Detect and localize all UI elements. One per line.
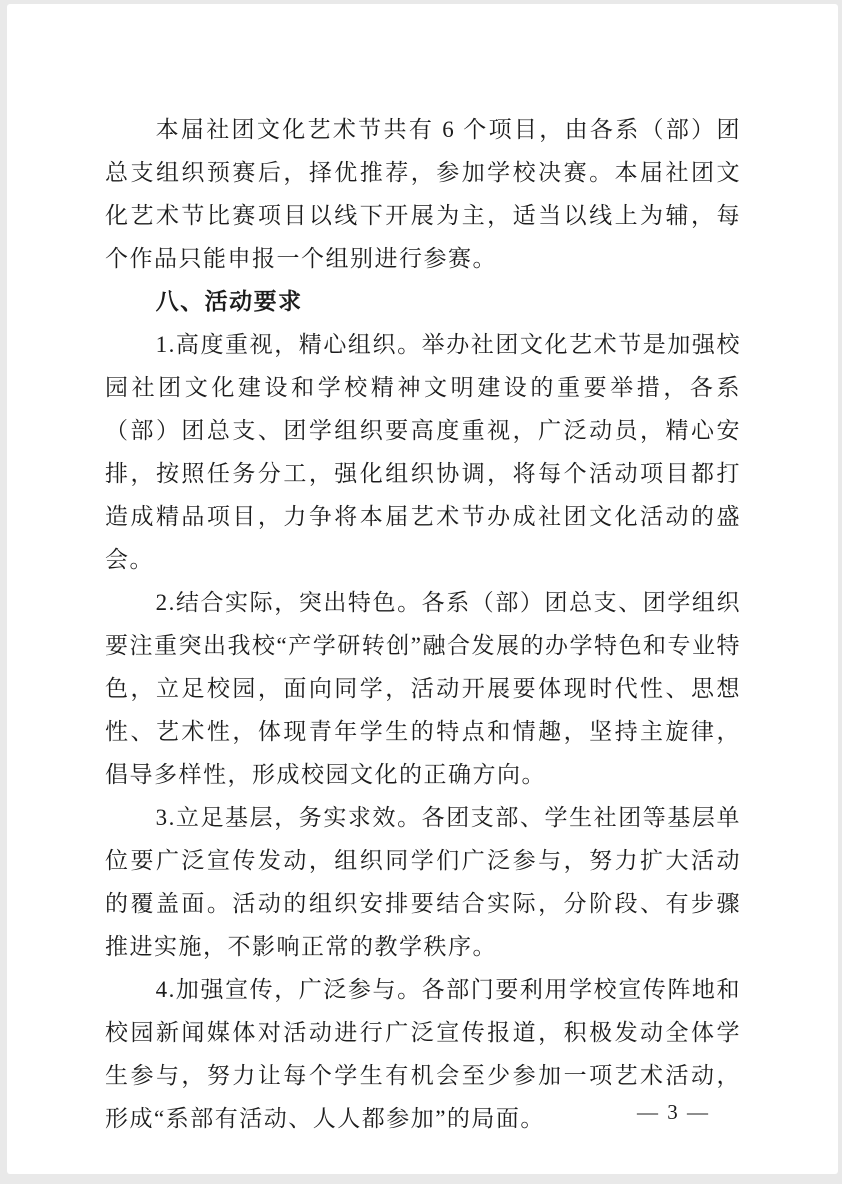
paragraph-item-3: 3.立足基层，务实求效。各团支部、学生社团等基层单位要广泛宣传发动，组织同学们广泛参与，努力扩大活动的覆盖面。活动的组织安排要结合实际，分阶段、有步骤推进实施，不影响正常的教学秩序。 <box>105 805 741 959</box>
document-body <box>105 108 741 1140</box>
paragraph-item-1: 1.高度重视，精心组织。举办社团文化艺术节是加强校园社团文化建设和学校精神文明建设的重要举措，各系（部）团总支、团学组织要高度重视，广泛动员，精心安排，按照任务分工，强化组织协调，将每个活动项目都打造成精品项目，力争将本届艺术节办成社团文化活动的盛会。 <box>105 332 741 572</box>
paragraph-item-2: 2.结合实际，突出特色。各系（部）团总支、团学组织要注重突出我校“产学研转创”融合发展的办学特色和专业特色，立足校园，面向同学，活动开展要体现时代性、思想性、艺术性，体现青年学生的特点和情趣，坚持主旋律，倡导多样性，形成校园文化的正确方向。 <box>105 590 741 787</box>
paragraph-item-4: 4.加强宣传，广泛参与。各部门要利用学校宣传阵地和校园新闻媒体对活动进行广泛宣传报道，积极发动全体学生参与，努力让每个学生有机会至少参加一项艺术活动，形成“系部有活动、人人都参加”的局面。 <box>105 977 741 1131</box>
paragraph-intro: 本届社团文化艺术节共有 6 个项目，由各系（部）团总支组织预赛后，择优推荐，参加学校决赛。本届社团文化艺术节比赛项目以线下开展为主，适当以线上为辅，每个作品只能申报一个组别进行参赛。 <box>105 117 741 271</box>
section-heading-activity-requirements: 八、活动要求 <box>155 288 303 314</box>
document-page <box>7 4 838 1174</box>
page-number: — 3 — <box>637 1100 710 1124</box>
